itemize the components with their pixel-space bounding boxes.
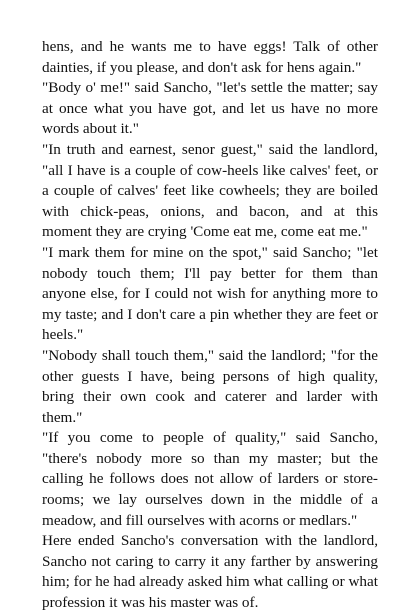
paragraph-6: "If you come to people of quality," said Sancho, "there's nobody more so than my master; but the calling he follows does not allow of larders or store-rooms; we lay ourselves down in the middle of a meadow, and fill ourselves with acorns or medlars." [42,429,378,529]
paragraph-4: "I mark them for mine on the spot," said Sancho; "let nobody touch them; I'll pay better for them than anyone else, for I could not wish for anything more to my taste; and I don't care a pin whether they are feet or heels." [42,243,378,344]
paragraph-7: Here ended Sancho's conversation with the landlord, Sancho not caring to carry it any farther by answering him; for he had already asked him what calling or what profession it was his master was of. [42,532,378,612]
paragraph-3: "In truth and earnest, senor guest," said the landlord, "all I have is a couple of cow-heels like calves' feet, or a couple of calves' feet like cowheels; they are boiled with chick-peas, onions, and bacon, and at this moment they are crying 'Come eat me, come eat me." [42,140,378,241]
paragraph-5: "Nobody shall touch them," said the landlord; "for the other guests I have, being persons of high quality, bring their own cook and caterer and larder with them." [42,346,378,426]
paragraph-2: "Body o' me!" said Sancho, "let's settle the matter; say at once what you have got, and let us have no more words about it." [42,79,378,138]
paragraph-1: hens, and he wants me to have eggs! Talk of other dainties, if you please, and don't ask for hens again." [42,38,378,76]
page-text [42,37,378,614]
